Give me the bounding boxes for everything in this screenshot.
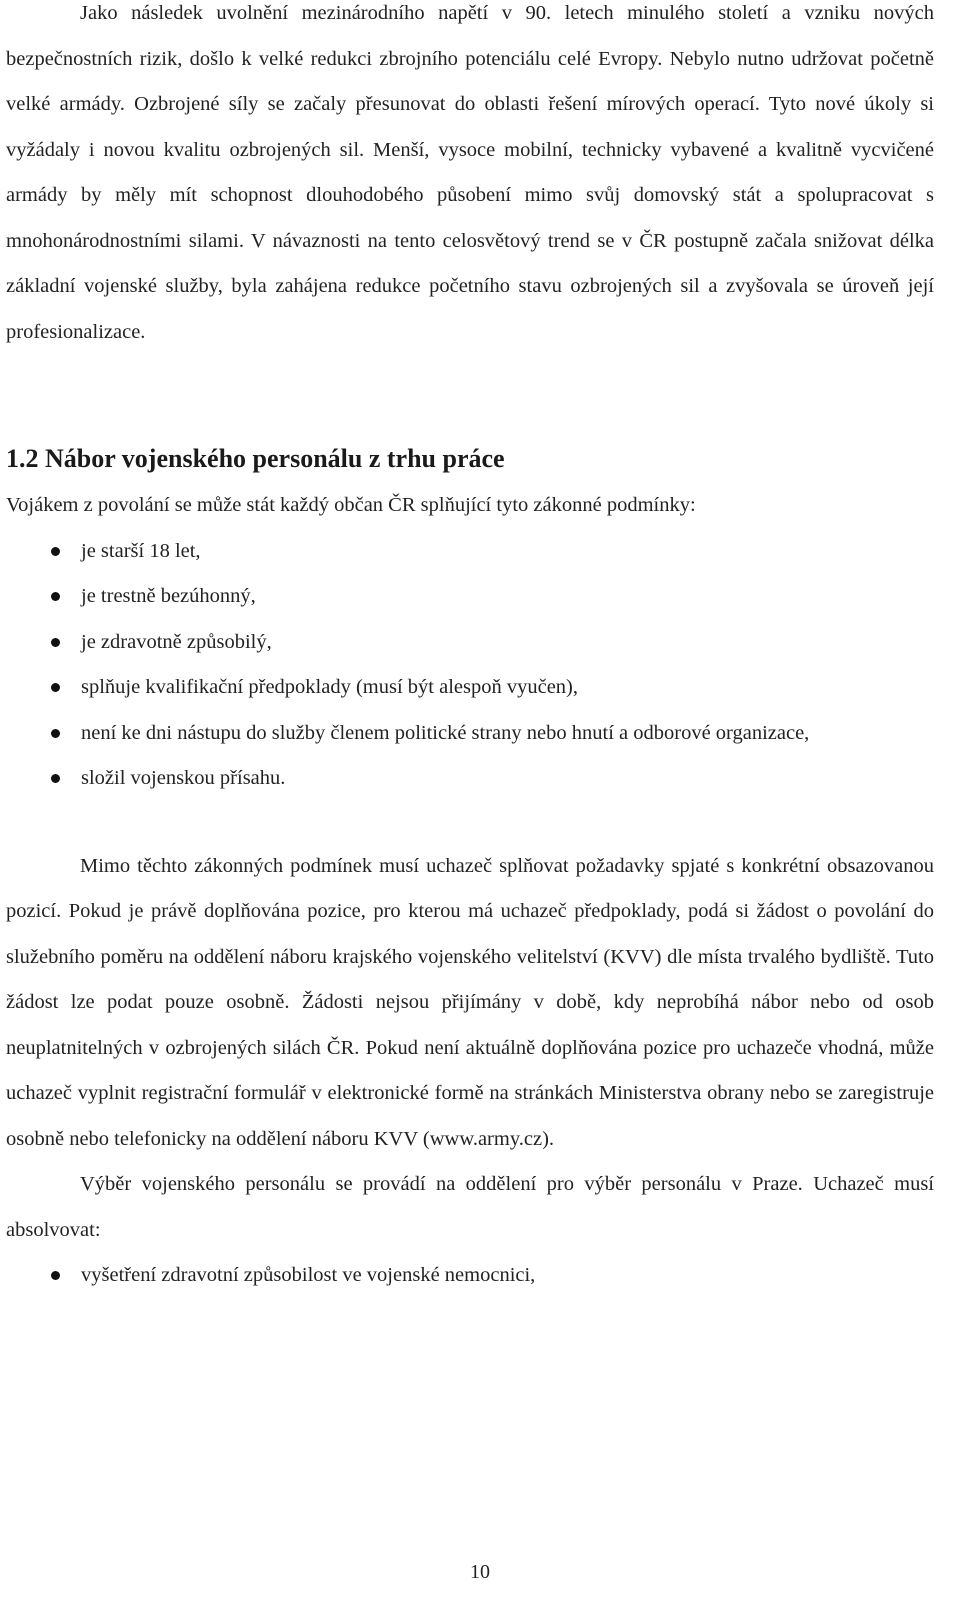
bullet-icon	[51, 592, 60, 601]
paragraph-intro: Jako následek uvolnění mezinárodního napětí v 90. letech minulého století a vzniku nových bezpečnostních rizik, došlo k velké redukci zbrojního potenciálu celé Evropy. Nebylo nutno udržovat početně velké armády. Ozbrojené síly se začaly přesunovat do oblasti řešení mírových operací. Tyto nové úkoly si vyžádaly i novou kvalitu ozbrojených sil. Menší, vysoce mobilní, technicky vybavené a kvalitně vycvičené armády by měly mít schopnost dlouhodobého působení mimo svůj domovský stát a spolupracovat s mnohonárodnostními silami. V návaznosti na tento celosvětový trend se v ČR postupně začala snižovat délka základní vojenské služby, byla zahájena redukce početního stavu ozbrojených sil a zvyšovala se úroveň její profesionalizace.	[6, 2, 934, 343]
selection-requirements-list	[6, 1253, 934, 1299]
list-item-text: není ke dni nástupu do služby členem politické strany nebo hnutí a odborové organizace,	[81, 721, 810, 744]
bullet-icon	[51, 1271, 60, 1280]
bullet-icon	[51, 683, 60, 692]
list-item	[6, 620, 934, 666]
page-number: 10	[470, 1561, 490, 1583]
list-item	[6, 1253, 934, 1299]
section-heading: 1.2 Nábor vojenského personálu z trhu práce	[6, 444, 505, 473]
bullet-icon	[51, 547, 60, 556]
conditions-list	[6, 529, 934, 802]
list-item	[6, 756, 934, 802]
list-item-text: je trestně bezúhonný,	[81, 585, 256, 607]
list-item-text: je starší 18 let,	[81, 539, 201, 562]
list-item	[6, 529, 934, 575]
paragraph-requirements: Mimo těchto zákonných podmínek musí uchazeč splňovat požadavky spjaté s konkrétní obsazovanou pozicí. Pokud je právě doplňována pozice, pro kterou má uchazeč předpoklady, podá si žádost o povolání do služebního poměru na oddělení náboru krajského vojenského velitelství (KVV) dle místa trvalého bydliště. Tuto žádost lze podat pouze osobně. Žádosti nejsou přijímány v době, kdy neprobíhá nábor nebo od osob neuplatnitelných v ozbrojených silách ČR. Pokud není aktuálně doplňována pozice pro uchazeče vhodná, může uchazeč vyplnit registrační formulář v elektronické formě na stránkách Ministerstva obrany nebo se zaregistruje osobně nebo telefonicky na oddělení náboru KVV (www.army.cz).	[6, 854, 934, 1150]
list-item	[6, 574, 934, 620]
bullet-icon	[51, 774, 60, 783]
bullet-icon	[51, 729, 60, 738]
list-item-text: složil vojenskou přísahu.	[81, 767, 286, 789]
bullet-icon	[51, 638, 60, 647]
paragraph-selection: Výběr vojenského personálu se provádí na oddělení pro výběr personálu v Praze. Uchazeč musí absolvovat:	[6, 1173, 934, 1241]
list-item	[6, 665, 934, 711]
conditions-intro: Vojákem z povolání se může stát každý občan ČR splňující tyto zákonné podmínky:	[6, 494, 696, 516]
list-item	[6, 711, 934, 757]
list-item-text: vyšetření zdravotní způsobilost ve vojenské nemocnici,	[81, 1264, 536, 1286]
list-item-text: je zdravotně způsobilý,	[81, 630, 272, 653]
list-item-text: splňuje kvalifikační předpoklady (musí být alespoň vyučen),	[81, 676, 579, 698]
